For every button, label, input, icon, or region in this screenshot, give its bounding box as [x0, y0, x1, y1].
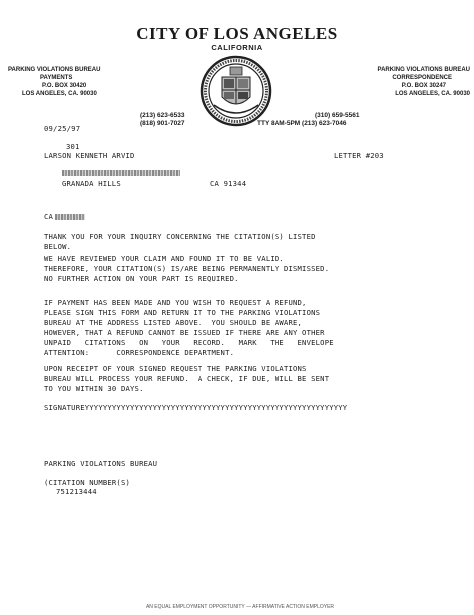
left-office-dept: PAYMENTS	[40, 75, 73, 81]
para4-line: TO YOU WITHIN 30 DAYS.	[44, 384, 144, 393]
bureau-signoff: PARKING VIOLATIONS BUREAU	[44, 459, 158, 468]
para2-line: WE HAVE REVIEWED YOUR CLAIM AND FOUND IT TO BE VALID.	[44, 254, 284, 263]
city-title: CITY OF LOS ANGELES	[136, 24, 338, 43]
para3-line: HOWEVER, THAT A REFUND CANNOT BE ISSUED IF THERE ARE ANY OTHER	[44, 328, 325, 337]
para4-line: BUREAU WILL PROCESS YOUR REFUND. A CHECK, IF DUE, WILL BE SENT	[44, 374, 330, 383]
right-office-pobox: P.O. BOX 30247	[401, 83, 446, 89]
recipient-city: GRANADA HILLS	[62, 179, 121, 188]
recipient-name: LARSON KENNETH ARVID	[44, 151, 135, 160]
para3-line: BUREAU AT THE ADDRESS LISTED ABOVE. YOU SHOULD BE AWARE,	[44, 318, 303, 327]
right-phone-1: (310) 659-5561	[315, 112, 360, 119]
para1-line: THANK YOU FOR YOUR INQUIRY CONCERNING THE CITATION(S) LISTED	[44, 232, 316, 241]
left-office-name: PARKING VIOLATIONS BUREAU	[8, 67, 101, 73]
citation-label: (CITATION NUMBER(S)	[44, 478, 131, 487]
letter-number: LETTER #203	[334, 151, 384, 160]
para4-line: UPON RECEIPT OF YOUR SIGNED REQUEST THE PARKING VIOLATIONS	[44, 364, 307, 373]
recipient-state-zip: CA 91344	[210, 179, 247, 188]
signature-line: SIGNATUREYYYYYYYYYYYYYYYYYYYYYYYYYYYYYYYYYYYYYYYYYYYYYYYYYYYYYYYYYY	[44, 403, 348, 412]
para3-line: PLEASE SIGN THIS FORM AND RETURN IT TO THE PARKING VIOLATIONS	[44, 308, 321, 317]
letter-date: 09/25/97	[44, 124, 81, 133]
left-phone-1: (213) 623-6533	[140, 112, 185, 119]
para2-line: THEREFORE, YOUR CITATION(S) IS/ARE BEING PERMANENTLY DISMISSED.	[44, 264, 330, 273]
footer-employer-line: AN EQUAL EMPLOYMENT OPPORTUNITY — AFFIRMATIVE ACTION EMPLOYER	[145, 604, 335, 609]
city-seal-icon	[200, 55, 272, 127]
citation-number: 751213444	[56, 487, 97, 496]
left-office-city: LOS ANGELES, CA. 90030	[22, 91, 97, 97]
para2-line: NO FURTHER ACTION ON YOUR PART IS REQUIRED.	[44, 274, 239, 283]
para3-line: IF PAYMENT HAS BEEN MADE AND YOU WISH TO REQUEST A REFUND,	[44, 298, 307, 307]
right-office-city: LOS ANGELES, CA. 90030	[395, 91, 470, 97]
right-office-name: PARKING VIOLATIONS BUREAU	[377, 67, 470, 73]
reference-line	[44, 212, 85, 221]
left-phone-2: (818) 901-7027	[140, 120, 185, 127]
left-office-block	[8, 66, 118, 98]
paragraph-receipt	[44, 364, 449, 394]
right-phone-2: TTY 8AM-5PM (213) 623-7046	[257, 120, 347, 127]
paragraph-thanks	[44, 232, 449, 252]
para3-line: ATTENTION: CORRESPONDENCE DEPARTMENT.	[44, 348, 235, 357]
left-office-pobox: P.O. BOX 30420	[42, 83, 87, 89]
right-office-dept: CORRESPONDENCE	[392, 75, 452, 81]
letter-code: 301	[66, 142, 80, 151]
redacted-reference	[55, 214, 85, 220]
paragraph-refund	[44, 298, 449, 358]
state-subtitle: CALIFORNIA	[211, 43, 263, 52]
reference-prefix: CA	[44, 212, 54, 221]
para1-line: BELOW.	[44, 242, 72, 251]
right-office-block	[336, 66, 470, 98]
paragraph-dismissal	[44, 254, 449, 284]
para3-line: UNPAID CITATIONS ON YOUR RECORD. MARK THE ENVELOPE	[44, 338, 334, 347]
